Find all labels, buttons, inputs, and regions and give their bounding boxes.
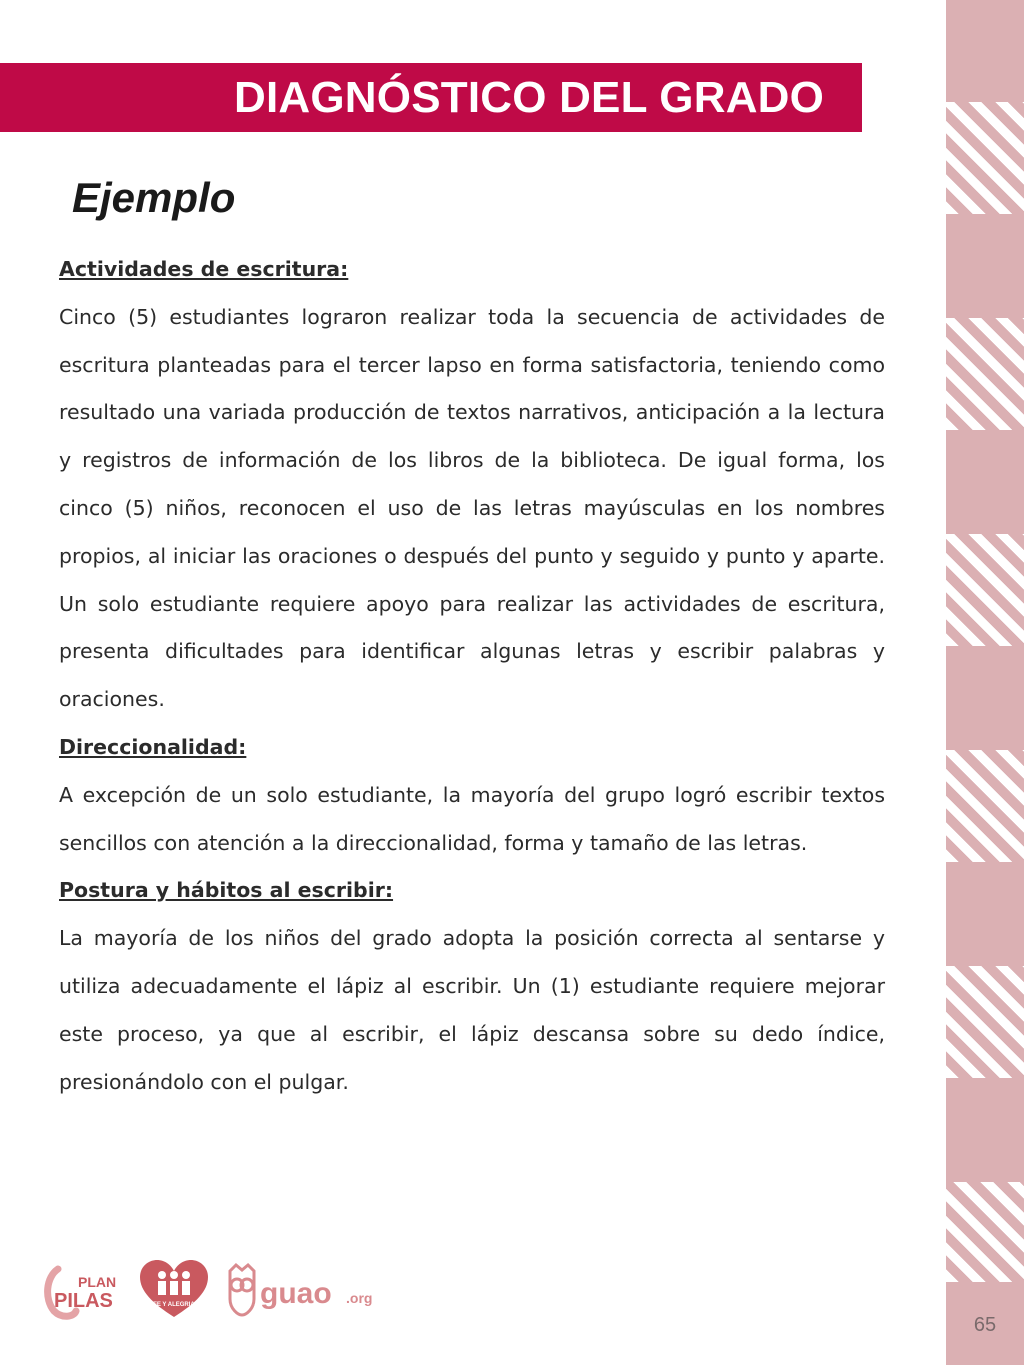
section-heading-posture: Postura y hábitos al escribir: [59, 878, 394, 903]
pilas-label: PILAS [54, 1290, 113, 1312]
document-body [59, 246, 885, 1106]
guao-org-label: .org [346, 1290, 373, 1306]
section-body-directionality: A excepción de un solo estudiante, la mayoría del grupo logró escribir textos sencillos con atención a la direccionalidad, forma y tamaño de las letras. [59, 782, 885, 855]
fe-y-alegria-label: FE Y ALEGRIA [153, 1302, 195, 1308]
plan-label: PLAN [78, 1274, 117, 1290]
section-heading-writing: Actividades de escritura: [59, 257, 349, 281]
stripe-block [946, 1182, 1024, 1282]
side-decorative-band [946, 0, 1024, 1365]
section-body-posture: La mayoría de los niños del grado adopta la posición correcta al sentarse y utiliza adecuadamente el lápiz al escribir. Un (1) estudiante requiere mejorar este proceso, ya que al escribir, el lápiz descansa sobre su dedo índice, presionándolo con el pulgar. [59, 926, 885, 1094]
section-heading-directionality: Direccionalidad: [59, 734, 247, 759]
fe-y-alegria-heart-logo [140, 1260, 208, 1317]
section-body-writing: Cinco (5) estudiantes lograron realizar toda la secuencia de actividades de escritura planteadas para el tercer lapso en forma satisfactoria, teniendo como resultado una variada producción de textos narrativos, anticipación a la lectura y registros de información de los libros de la biblioteca. De igual forma, los cinco (5) niños, reconocen el uso de las letras mayúsculas en los nombres propios, al iniciar las oraciones o después del punto y seguido y punto y aparte. Un solo estudiante requiere apoyo para realizar las actividades de escritura, presenta dificultades para identificar algunas letras y escribir palabras y oraciones. [59, 304, 885, 712]
footer-logos [40, 1255, 400, 1325]
plan-pilas-logo [48, 1269, 117, 1316]
stripe-block [946, 102, 1024, 214]
stripe-block [946, 534, 1024, 646]
logos-svg [40, 1255, 400, 1325]
stripe-block [946, 966, 1024, 1078]
subtitle: Ejemplo [72, 174, 236, 221]
stripe-block [946, 750, 1024, 862]
guao-label: guao [260, 1277, 332, 1310]
guao-owl-logo [230, 1265, 372, 1315]
page-title: DIAGNÓSTICO DEL GRADO [234, 73, 825, 122]
page-number: 65 [973, 1314, 997, 1336]
stripe-block [946, 318, 1024, 430]
